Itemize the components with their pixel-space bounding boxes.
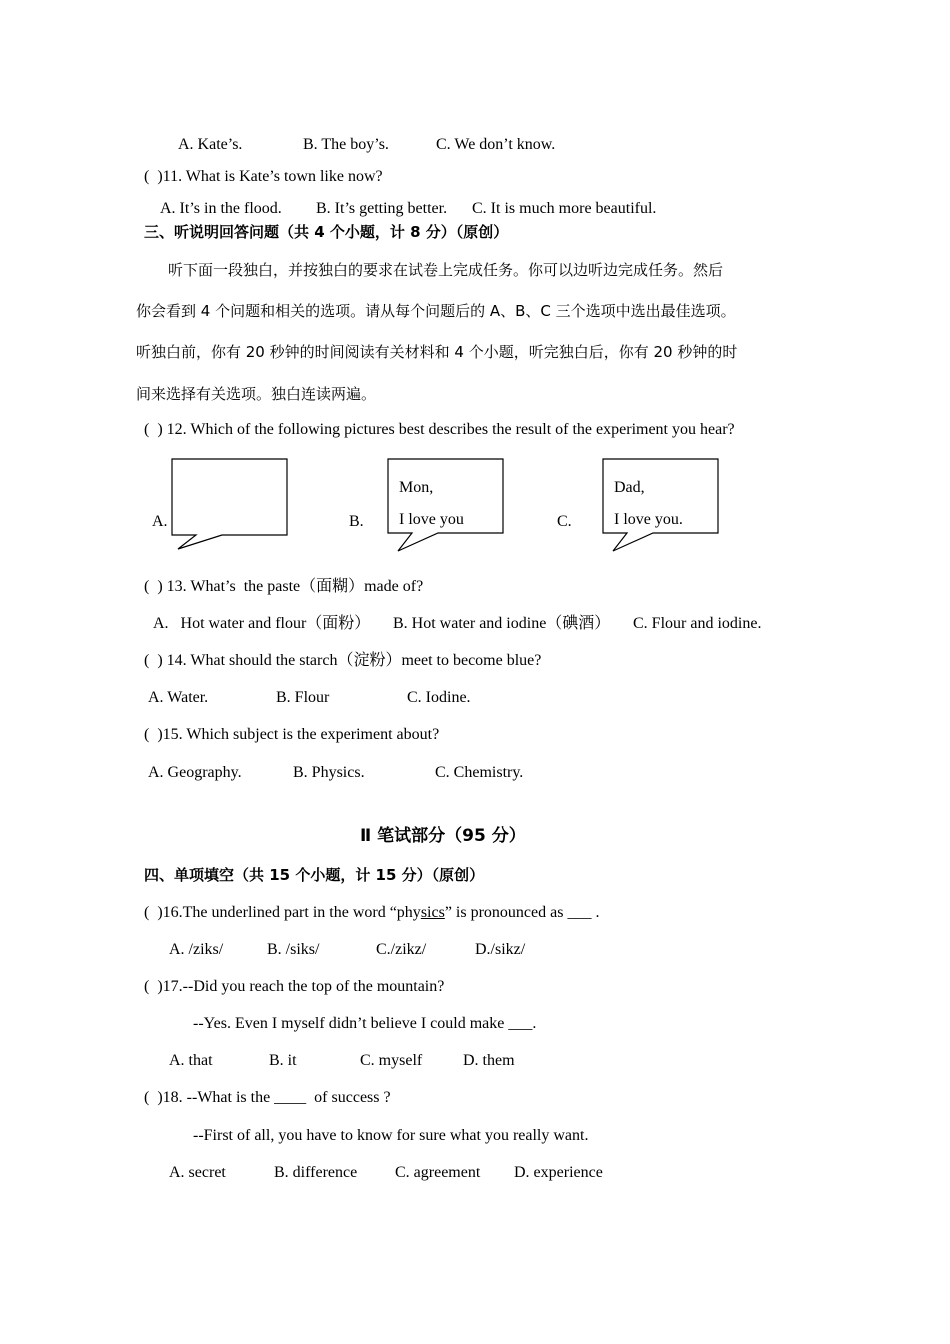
section3-instruction-line: 你会看到 4 个问题和相关的选项。请从每个问题后的 A、B、C 三个选项中选出最佳选项。 xyxy=(136,302,736,320)
q14-option-c: C. Iodine. xyxy=(407,689,471,706)
q12-option-a-label: A. xyxy=(152,513,168,530)
q13-stem: ( ) 13. What’s the paste（面糊）made of? xyxy=(144,578,424,595)
q18-option-b: B. difference xyxy=(274,1164,358,1181)
section4-heading: 四、单项填空（共 15 个小题，计 15 分）（原创） xyxy=(144,866,485,884)
q18-option-a: A. secret xyxy=(169,1164,226,1181)
q15-stem: ( )15. Which subject is the experiment about? xyxy=(144,726,440,743)
q14-stem: ( ) 14. What should the starch（淀粉）meet to become blue? xyxy=(144,652,542,669)
bubble-c-line2: I love you. xyxy=(614,511,683,528)
part2-title: Ⅱ 笔试部分（95 分） xyxy=(360,826,526,846)
q16-option-a: A. /ziks/ xyxy=(169,941,224,958)
q16-option-b: B. /siks/ xyxy=(267,941,320,958)
section3-instruction-line: 听独白前，你有 20 秒钟的时间阅读有关材料和 4 个小题，听完独白后，你有 20 秒钟的时 xyxy=(136,343,738,361)
q18-option-d: D. experience xyxy=(514,1164,603,1181)
section3-heading: 三、听说明回答问题（共 4 个小题，计 8 分）（原创） xyxy=(144,223,509,241)
q13-option-a: A. Hot water and flour（面粉） xyxy=(153,615,371,632)
q13-option-c: C. Flour and iodine. xyxy=(633,615,762,632)
q11-option-b: B. It’s getting better. xyxy=(316,200,448,217)
section3-instruction-line: 间来选择有关选项。独白连读两遍。 xyxy=(136,385,377,403)
speech-bubble-empty xyxy=(170,458,290,554)
q17-option-d: D. them xyxy=(463,1052,515,1069)
q17-option-b: B. it xyxy=(269,1052,297,1069)
q15-option-c: C. Chemistry. xyxy=(435,764,524,781)
q15-option-b: B. Physics. xyxy=(293,764,365,781)
q18-option-c: C. agreement xyxy=(395,1164,481,1181)
speech-bubble-mon xyxy=(386,458,506,554)
bubble-c-line1: Dad, xyxy=(614,479,645,496)
q10-option-a: A. Kate’s. xyxy=(178,136,243,153)
q17-option-a: A. that xyxy=(169,1052,213,1069)
q16-option-d: D./sikz/ xyxy=(475,941,526,958)
q17-reply: --Yes. Even I myself didn’t believe I could make ___. xyxy=(193,1015,537,1032)
bubble-b-line1: Mon, xyxy=(399,479,434,496)
q11-option-a: A. It’s in the flood. xyxy=(160,200,282,217)
q12-option-b-label: B. xyxy=(349,513,364,530)
q18-stem: ( )18. --What is the ____ of success ? xyxy=(144,1089,391,1106)
q16-stem-underlined: sics xyxy=(420,904,445,921)
q16-stem xyxy=(144,903,599,923)
q10-option-c: C. We don’t know. xyxy=(436,136,556,153)
q11-stem: ( )11. What is Kate’s town like now? xyxy=(144,168,383,185)
section3-instruction-line: 听下面一段独白，并按独白的要求在试卷上完成任务。你可以边听边完成任务。然后 xyxy=(168,261,724,279)
q15-option-a: A. Geography. xyxy=(148,764,242,781)
q16-option-c: C./zikz/ xyxy=(376,941,427,958)
q16-stem-post: ” is pronounced as ___ . xyxy=(444,904,600,921)
q14-option-a: A. Water. xyxy=(148,689,209,706)
q17-stem: ( )17.--Did you reach the top of the mountain? xyxy=(144,978,445,995)
bubble-b-line2: I love you xyxy=(399,511,464,528)
q17-option-c: C. myself xyxy=(360,1052,423,1069)
q12-stem: ( ) 12. Which of the following pictures best describes the result of the experiment you hear? xyxy=(144,421,735,438)
q12-option-c-label: C. xyxy=(557,513,572,530)
q13-option-b: B. Hot water and iodine（碘酒） xyxy=(393,615,611,632)
q18-reply: --First of all, you have to know for sure what you really want. xyxy=(193,1127,589,1144)
q14-option-b: B. Flour xyxy=(276,689,330,706)
q16-stem-pre: ( )16.The underlined part in the word “phy xyxy=(144,904,421,921)
q10-option-b: B. The boy’s. xyxy=(303,136,389,153)
q11-option-c: C. It is much more beautiful. xyxy=(472,200,657,217)
speech-bubble-dad xyxy=(601,458,721,554)
